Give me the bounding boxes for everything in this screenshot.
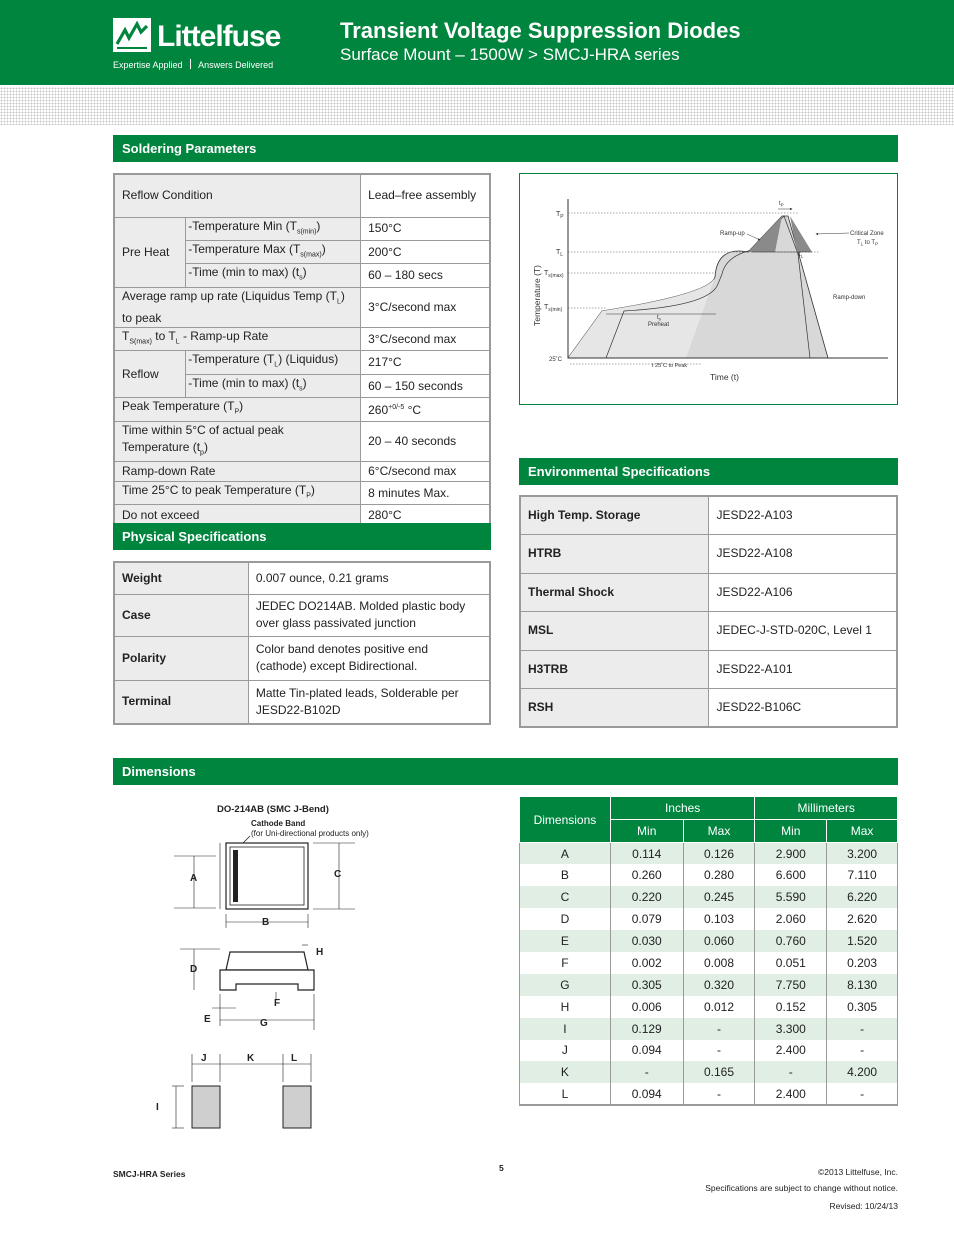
tsmax-label: $T_{s(max)}$: [544, 270, 564, 279]
label-cell: Weight: [114, 562, 248, 594]
table-row: [114, 680, 490, 724]
label-cell: -Time (min to max) $(t_s)$: [186, 374, 361, 397]
t25-label: 25˚C: [549, 357, 563, 363]
physical-table: [113, 561, 491, 725]
table-row: [520, 650, 897, 688]
dim-letter-k: K: [247, 1053, 255, 1064]
physical-section-title: Physical Specifications: [113, 523, 491, 550]
table-row: J 0.094 - 2.400 -: [520, 1040, 898, 1062]
table-row: [520, 573, 897, 611]
table-row: [114, 287, 490, 327]
label-cell: HTRB: [520, 534, 709, 573]
col-in-min: Min: [610, 820, 683, 843]
value-cell: JESD22-A101: [709, 650, 897, 688]
table-row: [114, 462, 490, 482]
footprint-pad-right: [283, 1086, 311, 1128]
table-row: [520, 496, 897, 534]
table-header-row: [520, 797, 898, 820]
reflow-profile-graph: [519, 173, 898, 405]
critical-zone-range: $T_L$ to $T_P$: [857, 240, 879, 247]
label-cell: Polarity: [114, 636, 248, 680]
x-axis-title: Time (t): [710, 372, 739, 382]
soldering-section-title: Soldering Parameters: [113, 135, 898, 162]
drawing-title: DO-214AB (SMC J-Bend): [217, 804, 329, 815]
page-number: 5: [499, 1163, 504, 1173]
table-row: K - 0.165 - 4.200: [520, 1061, 898, 1083]
label-cell: Reflow Condition: [114, 174, 361, 217]
brand-tagline: [113, 59, 273, 71]
value-cell: 280°C: [361, 505, 490, 526]
environmental-table: [519, 495, 898, 728]
col-millimeters: Millimeters: [755, 797, 898, 820]
value-cell: 60 – 150 seconds: [361, 374, 490, 397]
table-row: A 0.114 0.126 2.900 3.200: [520, 843, 898, 865]
col-mm-max: Max: [827, 820, 898, 843]
dim-letter-c: C: [334, 869, 342, 880]
label-cell: -Temperature Min $(T_{s(min)})$: [186, 217, 361, 240]
dim-letter-l: L: [291, 1053, 298, 1064]
top-view-body: [226, 843, 308, 909]
group-cell: Reflow: [114, 351, 186, 398]
table-row: C 0.220 0.245 5.590 6.220: [520, 886, 898, 908]
value-cell: $260^{+0/-5}$ °C: [361, 398, 490, 421]
tp-label: $T_P$: [556, 211, 564, 220]
value-cell: JEDEC DO214AB. Molded plastic body over glass passivated junction: [248, 594, 490, 636]
table-row: [114, 482, 490, 505]
dim-letter-i: I: [156, 1102, 159, 1113]
table-row: I 0.129 - 3.300 -: [520, 1018, 898, 1040]
brand-name: Littelfuse: [157, 20, 281, 53]
table-row: H 0.006 0.012 0.152 0.305: [520, 996, 898, 1018]
value-cell: 6°C/second max: [361, 462, 490, 482]
dim-letter-g: G: [260, 1018, 268, 1029]
table-row: [114, 217, 490, 240]
value-cell: 200°C: [361, 240, 490, 263]
table-row: [114, 421, 490, 461]
page-subtitle: Surface Mount – 1500W > SMCJ-HRA series: [340, 45, 680, 64]
ramp-up-label: Ramp-up: [720, 231, 745, 237]
label-cell: Thermal Shock: [520, 573, 709, 611]
value-cell: 60 – 180 secs: [361, 264, 490, 287]
value-cell: JESD22-A106: [709, 573, 897, 611]
table-row: F 0.002 0.008 0.051 0.203: [520, 952, 898, 974]
page-header: [0, 0, 954, 85]
label-cell: Do not exceed: [114, 505, 361, 526]
label-cell: RSH: [520, 688, 709, 727]
group-cell: Pre Heat: [114, 217, 186, 287]
environmental-section-title: Environmental Specifications: [519, 458, 898, 485]
value-cell: 3°C/second max: [361, 287, 490, 327]
label-cell: Time 25°C to peak Temperature $(T_P)$: [114, 482, 361, 505]
table-row: L 0.094 - 2.400 -: [520, 1083, 898, 1105]
side-view-body: [226, 952, 308, 970]
dot-pattern-band: [0, 87, 954, 125]
ramp-down-label: Ramp-down: [833, 295, 866, 301]
table-row: [520, 534, 897, 573]
revised-date: Revised: 10/24/13: [829, 1201, 898, 1211]
label-cell: Time within 5°C of actual peak Temperature $(t_p)$: [114, 421, 361, 461]
tagline-right: Answers Delivered: [198, 60, 274, 70]
y-axis-title: Temperature (T): [532, 265, 542, 326]
tagline-divider: [190, 59, 191, 69]
col-dimensions: Dimensions: [520, 797, 611, 843]
dimensions-section-title: Dimensions: [113, 758, 898, 785]
table-row: G 0.305 0.320 7.750 8.130: [520, 974, 898, 996]
ramp-up-arrow: [747, 234, 760, 240]
value-cell: Color band denotes positive end (cathode) except Bidirectional.: [248, 636, 490, 680]
tp-time-label: $t_P$: [779, 201, 784, 208]
dim-letter-a: A: [190, 873, 198, 884]
value-cell: JESD22-A103: [709, 496, 897, 534]
table-row: E 0.030 0.060 0.760 1.520: [520, 930, 898, 952]
value-cell: JESD22-A108: [709, 534, 897, 573]
t25-to-peak-label: t 25˚C to Peak: [652, 363, 688, 369]
value-cell: 8 minutes Max.: [361, 482, 490, 505]
col-mm-min: Min: [755, 820, 827, 843]
table-row: [114, 398, 490, 421]
littelfuse-logo-icon: [113, 18, 151, 52]
value-cell: JESD22-B106C: [709, 688, 897, 727]
footer-legal: [705, 1164, 898, 1214]
table-row: [114, 594, 490, 636]
dimensions-table: [519, 796, 898, 1106]
label-cell: Case: [114, 594, 248, 636]
label-cell: -Temperature $(T_L)$ (Liquidus): [186, 351, 361, 374]
col-in-max: Max: [683, 820, 755, 843]
label-cell: Average ramp up rate (Liquidus Temp $(T_L)$ to peak: [114, 287, 361, 327]
value-cell: 217°C: [361, 351, 490, 374]
label-cell: -Time (min to max) $(t_s)$: [186, 264, 361, 287]
table-row: [520, 611, 897, 650]
cathode-band: [233, 850, 238, 902]
preheat-label: Preheat: [648, 322, 670, 328]
cathode-note: (for Uni-directional products only): [251, 829, 369, 838]
table-row: [520, 688, 897, 727]
table-row: [114, 636, 490, 680]
value-cell: 20 – 40 seconds: [361, 421, 490, 461]
reflow-profile-svg: [520, 174, 897, 404]
package-drawing: [150, 798, 430, 1138]
label-cell: Terminal: [114, 680, 248, 724]
value-cell: 0.007 ounce, 0.21 grams: [248, 562, 490, 594]
notice: Specifications are subject to change without notice.: [705, 1183, 898, 1193]
dim-letter-b: B: [262, 917, 270, 928]
table-row: [114, 562, 490, 594]
label-cell: H3TRB: [520, 650, 709, 688]
copyright: ©2013 Littelfuse, Inc.: [818, 1167, 898, 1177]
soldering-table: [113, 173, 491, 527]
tsmin-label: $T_{s(min)}$: [544, 304, 563, 313]
table-row: [114, 351, 490, 374]
label-cell: High Temp. Storage: [520, 496, 709, 534]
table-row: D 0.079 0.103 2.060 2.620: [520, 908, 898, 930]
critical-zone-label: Critical Zone: [850, 231, 884, 237]
dim-letter-f: F: [274, 998, 281, 1009]
label-cell: Ramp-down Rate: [114, 462, 361, 482]
dim-letter-h: H: [316, 947, 324, 958]
table-row: B 0.260 0.280 6.600 7.110: [520, 864, 898, 886]
critical-zone-arrow: [816, 233, 849, 234]
table-row: [114, 328, 490, 351]
ts-label: $t_s$: [657, 315, 661, 322]
footprint-pad-left: [192, 1086, 220, 1128]
side-view-leads: [220, 970, 314, 990]
value-cell: JEDEC-J-STD-020C, Level 1: [709, 611, 897, 650]
footer-series: SMCJ-HRA Series: [113, 1169, 186, 1179]
dim-letter-e: E: [204, 1014, 211, 1025]
dim-letter-d: D: [190, 964, 198, 975]
value-cell: 150°C: [361, 217, 490, 240]
value-cell: Lead–free assembly: [361, 174, 490, 217]
label-cell: MSL: [520, 611, 709, 650]
label-cell: $T_{S(max)}$ to $T_L$ - Ramp-up Rate: [114, 328, 361, 351]
value-cell: Matte Tin-plated leads, Solderable per JESD22-B102D: [248, 680, 490, 724]
dim-letter-j: J: [201, 1053, 207, 1064]
tl-label: $T_L$: [556, 249, 564, 258]
col-inches: Inches: [610, 797, 755, 820]
tagline-left: Expertise Applied: [113, 60, 183, 70]
table-row: [114, 174, 490, 217]
value-cell: 3°C/second max: [361, 328, 490, 351]
page-title: Transient Voltage Suppression Diodes: [340, 18, 741, 43]
label-cell: -Temperature Max $(T_{s(max)})$: [186, 240, 361, 263]
label-cell: Peak Temperature $(T_P)$: [114, 398, 361, 421]
tl-time-label: $t_L$: [799, 252, 804, 259]
cathode-band-label: Cathode Band: [251, 819, 306, 828]
